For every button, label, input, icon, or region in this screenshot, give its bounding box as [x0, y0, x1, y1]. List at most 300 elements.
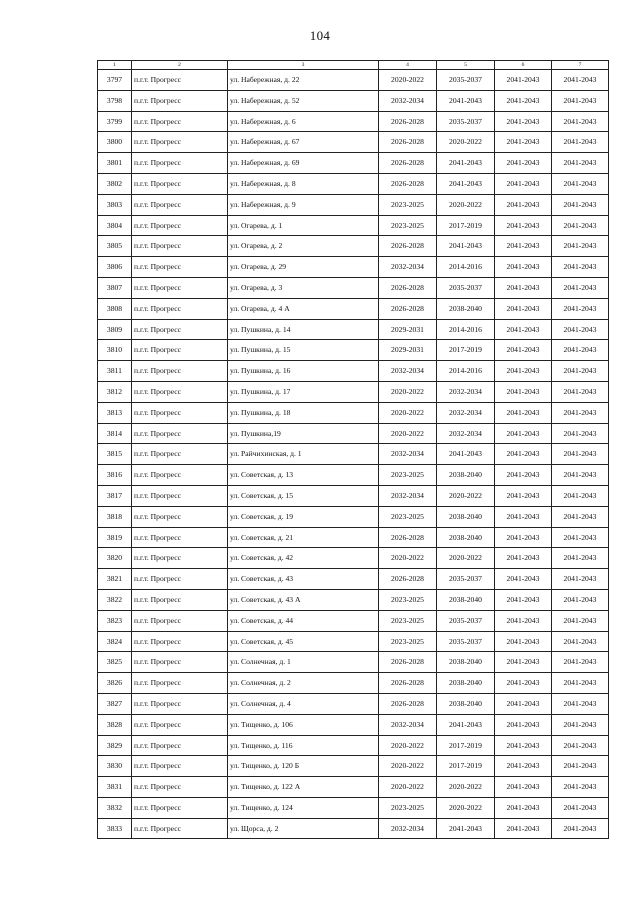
- table-row: [98, 173, 609, 194]
- locality-cell: п.г.т. Прогресс: [132, 402, 228, 423]
- locality-cell: п.г.т. Прогресс: [132, 319, 228, 340]
- period-cell: 2023-2025: [379, 215, 437, 236]
- locality-cell: п.г.т. Прогресс: [132, 257, 228, 278]
- period-cell: 2020-2022: [379, 777, 437, 798]
- locality-cell: п.г.т. Прогресс: [132, 153, 228, 174]
- row-number-cell: 3803: [98, 194, 132, 215]
- period-cell: 2041-2043: [495, 610, 552, 631]
- period-cell: 2023-2025: [379, 631, 437, 652]
- row-number-cell: 3821: [98, 569, 132, 590]
- table-row: [98, 631, 609, 652]
- row-number-cell: 3812: [98, 381, 132, 402]
- period-cell: 2041-2043: [552, 173, 609, 194]
- period-cell: 2026-2028: [379, 693, 437, 714]
- table-row: [98, 548, 609, 569]
- address-cell: ул. Пушкина, д. 18: [228, 402, 379, 423]
- period-cell: 2026-2028: [379, 527, 437, 548]
- period-cell: 2041-2043: [552, 589, 609, 610]
- address-cell: ул. Набережная, д. 22: [228, 70, 379, 91]
- period-cell: 2041-2043: [552, 70, 609, 91]
- row-number-cell: 3806: [98, 257, 132, 278]
- period-cell: 2020-2022: [379, 402, 437, 423]
- locality-cell: п.г.т. Прогресс: [132, 506, 228, 527]
- period-cell: 2041-2043: [495, 111, 552, 132]
- period-cell: 2041-2043: [495, 381, 552, 402]
- period-cell: 2026-2028: [379, 153, 437, 174]
- row-number-cell: 3816: [98, 465, 132, 486]
- table-row: [98, 714, 609, 735]
- period-cell: 2014-2016: [437, 319, 495, 340]
- address-cell: ул. Тищенко, д. 122 А: [228, 777, 379, 798]
- address-cell: ул. Щорса, д. 2: [228, 818, 379, 839]
- address-cell: ул. Набережная, д. 67: [228, 132, 379, 153]
- table-row: [98, 485, 609, 506]
- period-cell: 2023-2025: [379, 465, 437, 486]
- row-number-cell: 3807: [98, 277, 132, 298]
- header-row: [98, 61, 609, 70]
- table-row: [98, 797, 609, 818]
- period-cell: 2041-2043: [552, 548, 609, 569]
- locality-cell: п.г.т. Прогресс: [132, 797, 228, 818]
- page-number: 104: [309, 28, 331, 43]
- row-number-cell: 3817: [98, 485, 132, 506]
- address-cell: ул. Солнечная, д. 4: [228, 693, 379, 714]
- table-row: [98, 319, 609, 340]
- locality-cell: п.г.т. Прогресс: [132, 298, 228, 319]
- period-cell: 2041-2043: [552, 111, 609, 132]
- table-row: [98, 735, 609, 756]
- address-cell: ул. Солнечная, д. 2: [228, 673, 379, 694]
- row-number-cell: 3827: [98, 693, 132, 714]
- period-cell: 2041-2043: [552, 631, 609, 652]
- row-number-cell: 3800: [98, 132, 132, 153]
- period-cell: 2041-2043: [495, 465, 552, 486]
- period-cell: 2026-2028: [379, 132, 437, 153]
- period-cell: 2041-2043: [495, 70, 552, 91]
- period-cell: 2023-2025: [379, 610, 437, 631]
- address-cell: ул. Солнечная, д. 1: [228, 652, 379, 673]
- period-cell: 2041-2043: [552, 714, 609, 735]
- row-number-cell: 3824: [98, 631, 132, 652]
- column-header-1: 1: [98, 61, 132, 70]
- period-cell: 2035-2037: [437, 631, 495, 652]
- table-row: [98, 215, 609, 236]
- address-cell: ул. Огарева, д. 2: [228, 236, 379, 257]
- locality-cell: п.г.т. Прогресс: [132, 548, 228, 569]
- address-cell: ул. Советская, д. 21: [228, 527, 379, 548]
- period-cell: 2038-2040: [437, 465, 495, 486]
- address-cell: ул. Огарева, д. 4 А: [228, 298, 379, 319]
- locality-cell: п.г.т. Прогресс: [132, 527, 228, 548]
- period-cell: 2035-2037: [437, 569, 495, 590]
- period-cell: 2041-2043: [552, 527, 609, 548]
- address-cell: ул. Набережная, д. 9: [228, 194, 379, 215]
- period-cell: 2038-2040: [437, 693, 495, 714]
- period-cell: 2041-2043: [552, 361, 609, 382]
- period-cell: 2041-2043: [552, 818, 609, 839]
- period-cell: 2041-2043: [552, 444, 609, 465]
- period-cell: 2041-2043: [495, 236, 552, 257]
- period-cell: 2023-2025: [379, 797, 437, 818]
- period-cell: 2041-2043: [552, 215, 609, 236]
- period-cell: 2020-2022: [379, 423, 437, 444]
- table-header: [98, 61, 609, 70]
- period-cell: 2041-2043: [495, 215, 552, 236]
- period-cell: 2020-2022: [379, 548, 437, 569]
- locality-cell: п.г.т. Прогресс: [132, 693, 228, 714]
- locality-cell: п.г.т. Прогресс: [132, 735, 228, 756]
- locality-cell: п.г.т. Прогресс: [132, 90, 228, 111]
- address-cell: ул. Пушкина, д. 17: [228, 381, 379, 402]
- row-number-cell: 3802: [98, 173, 132, 194]
- period-cell: 2026-2028: [379, 569, 437, 590]
- period-cell: 2041-2043: [552, 277, 609, 298]
- period-cell: 2041-2043: [552, 402, 609, 423]
- table-row: [98, 589, 609, 610]
- period-cell: 2041-2043: [552, 693, 609, 714]
- period-cell: 2041-2043: [552, 90, 609, 111]
- period-cell: 2032-2034: [379, 818, 437, 839]
- locality-cell: п.г.т. Прогресс: [132, 444, 228, 465]
- period-cell: 2032-2034: [379, 257, 437, 278]
- period-cell: 2038-2040: [437, 673, 495, 694]
- period-cell: 2032-2034: [379, 714, 437, 735]
- locality-cell: п.г.т. Прогресс: [132, 340, 228, 361]
- table-row: [98, 423, 609, 444]
- address-cell: ул. Тищенко, д. 124: [228, 797, 379, 818]
- period-cell: 2026-2028: [379, 277, 437, 298]
- period-cell: 2041-2043: [552, 569, 609, 590]
- period-cell: 2041-2043: [495, 506, 552, 527]
- row-number-cell: 3801: [98, 153, 132, 174]
- period-cell: 2020-2022: [379, 381, 437, 402]
- column-header-3: 3: [228, 61, 379, 70]
- table-row: [98, 340, 609, 361]
- period-cell: 2026-2028: [379, 652, 437, 673]
- address-cell: ул. Советская, д. 43: [228, 569, 379, 590]
- period-cell: 2041-2043: [495, 298, 552, 319]
- period-cell: 2041-2043: [495, 402, 552, 423]
- row-number-cell: 3808: [98, 298, 132, 319]
- period-cell: 2020-2022: [437, 485, 495, 506]
- table-row: [98, 194, 609, 215]
- row-number-cell: 3822: [98, 589, 132, 610]
- period-cell: 2041-2043: [495, 277, 552, 298]
- row-number-cell: 3811: [98, 361, 132, 382]
- address-cell: ул. Набережная, д. 8: [228, 173, 379, 194]
- period-cell: 2041-2043: [552, 236, 609, 257]
- period-cell: 2032-2034: [379, 485, 437, 506]
- address-cell: ул. Советская, д. 19: [228, 506, 379, 527]
- period-cell: 2041-2043: [495, 569, 552, 590]
- address-cell: ул. Пушкина, д. 14: [228, 319, 379, 340]
- period-cell: 2041-2043: [495, 90, 552, 111]
- period-cell: 2041-2043: [552, 735, 609, 756]
- address-cell: ул. Райчихинская, д. 1: [228, 444, 379, 465]
- locality-cell: п.г.т. Прогресс: [132, 610, 228, 631]
- address-cell: ул. Набережная, д. 6: [228, 111, 379, 132]
- row-number-cell: 3814: [98, 423, 132, 444]
- period-cell: 2023-2025: [379, 506, 437, 527]
- period-cell: 2041-2043: [552, 756, 609, 777]
- locality-cell: п.г.т. Прогресс: [132, 423, 228, 444]
- period-cell: 2041-2043: [495, 527, 552, 548]
- period-cell: 2041-2043: [552, 257, 609, 278]
- row-number-cell: 3828: [98, 714, 132, 735]
- table-row: [98, 236, 609, 257]
- locality-cell: п.г.т. Прогресс: [132, 215, 228, 236]
- period-cell: 2032-2034: [379, 444, 437, 465]
- period-cell: 2041-2043: [552, 381, 609, 402]
- period-cell: 2041-2043: [495, 589, 552, 610]
- period-cell: 2035-2037: [437, 610, 495, 631]
- locality-cell: п.г.т. Прогресс: [132, 361, 228, 382]
- row-number-cell: 3820: [98, 548, 132, 569]
- period-cell: 2041-2043: [437, 90, 495, 111]
- table-row: [98, 444, 609, 465]
- period-cell: 2035-2037: [437, 111, 495, 132]
- period-cell: 2041-2043: [495, 340, 552, 361]
- period-cell: 2041-2043: [495, 714, 552, 735]
- table-row: [98, 90, 609, 111]
- table-row: [98, 402, 609, 423]
- period-cell: 2041-2043: [552, 465, 609, 486]
- address-cell: ул. Огарева, д. 1: [228, 215, 379, 236]
- locality-cell: п.г.т. Прогресс: [132, 714, 228, 735]
- table-row: [98, 381, 609, 402]
- row-number-cell: 3813: [98, 402, 132, 423]
- period-cell: 2041-2043: [437, 714, 495, 735]
- table-row: [98, 361, 609, 382]
- period-cell: 2041-2043: [495, 756, 552, 777]
- period-cell: 2041-2043: [495, 153, 552, 174]
- period-cell: 2041-2043: [552, 132, 609, 153]
- period-cell: 2041-2043: [495, 693, 552, 714]
- period-cell: 2041-2043: [437, 173, 495, 194]
- period-cell: 2041-2043: [437, 153, 495, 174]
- period-cell: 2041-2043: [495, 673, 552, 694]
- locality-cell: п.г.т. Прогресс: [132, 111, 228, 132]
- row-number-cell: 3833: [98, 818, 132, 839]
- period-cell: 2041-2043: [495, 194, 552, 215]
- locality-cell: п.г.т. Прогресс: [132, 569, 228, 590]
- period-cell: 2020-2022: [437, 777, 495, 798]
- period-cell: 2032-2034: [437, 402, 495, 423]
- table-row: [98, 298, 609, 319]
- period-cell: 2020-2022: [379, 756, 437, 777]
- period-cell: 2041-2043: [495, 818, 552, 839]
- address-cell: ул. Пушкина, д. 16: [228, 361, 379, 382]
- locality-cell: п.г.т. Прогресс: [132, 673, 228, 694]
- locality-cell: п.г.т. Прогресс: [132, 485, 228, 506]
- period-cell: 2041-2043: [437, 444, 495, 465]
- row-number-cell: 3826: [98, 673, 132, 694]
- period-cell: 2020-2022: [437, 194, 495, 215]
- period-cell: 2041-2043: [552, 797, 609, 818]
- address-cell: ул. Пушкина, д. 15: [228, 340, 379, 361]
- period-cell: 2014-2016: [437, 361, 495, 382]
- table-row: [98, 777, 609, 798]
- address-cell: ул. Тищенко, д. 116: [228, 735, 379, 756]
- row-number-cell: 3829: [98, 735, 132, 756]
- period-cell: 2038-2040: [437, 298, 495, 319]
- locality-cell: п.г.т. Прогресс: [132, 277, 228, 298]
- address-cell: ул. Советская, д. 15: [228, 485, 379, 506]
- period-cell: 2041-2043: [552, 340, 609, 361]
- period-cell: 2041-2043: [552, 319, 609, 340]
- table-row: [98, 673, 609, 694]
- row-number-cell: 3815: [98, 444, 132, 465]
- locality-cell: п.г.т. Прогресс: [132, 70, 228, 91]
- period-cell: 2041-2043: [495, 548, 552, 569]
- period-cell: 2041-2043: [552, 298, 609, 319]
- period-cell: 2041-2043: [495, 797, 552, 818]
- row-number-cell: 3809: [98, 319, 132, 340]
- column-header-2: 2: [132, 61, 228, 70]
- period-cell: 2020-2022: [437, 132, 495, 153]
- period-cell: 2035-2037: [437, 70, 495, 91]
- period-cell: 2032-2034: [379, 361, 437, 382]
- table-row: [98, 569, 609, 590]
- locality-cell: п.г.т. Прогресс: [132, 589, 228, 610]
- address-cell: ул. Огарева, д. 3: [228, 277, 379, 298]
- period-cell: 2023-2025: [379, 589, 437, 610]
- column-header-5: 5: [437, 61, 495, 70]
- address-cell: ул. Огарева, д. 29: [228, 257, 379, 278]
- period-cell: 2041-2043: [495, 361, 552, 382]
- period-cell: 2038-2040: [437, 527, 495, 548]
- table-row: [98, 111, 609, 132]
- row-number-cell: 3831: [98, 777, 132, 798]
- period-cell: 2038-2040: [437, 652, 495, 673]
- table-row: [98, 506, 609, 527]
- period-cell: 2041-2043: [552, 777, 609, 798]
- column-header-4: 4: [379, 61, 437, 70]
- period-cell: 2041-2043: [495, 485, 552, 506]
- period-cell: 2041-2043: [552, 194, 609, 215]
- period-cell: 2038-2040: [437, 589, 495, 610]
- address-cell: ул. Набережная, д. 52: [228, 90, 379, 111]
- period-cell: 2035-2037: [437, 277, 495, 298]
- locality-cell: п.г.т. Прогресс: [132, 777, 228, 798]
- address-cell: ул. Советская, д. 43 А: [228, 589, 379, 610]
- table-row: [98, 132, 609, 153]
- period-cell: 2029-2031: [379, 319, 437, 340]
- period-cell: 2017-2019: [437, 215, 495, 236]
- locality-cell: п.г.т. Прогресс: [132, 381, 228, 402]
- period-cell: 2041-2043: [552, 652, 609, 673]
- locality-cell: п.г.т. Прогресс: [132, 194, 228, 215]
- table-row: [98, 277, 609, 298]
- row-number-cell: 3799: [98, 111, 132, 132]
- row-number-cell: 3804: [98, 215, 132, 236]
- period-cell: 2041-2043: [495, 319, 552, 340]
- period-cell: 2041-2043: [552, 673, 609, 694]
- period-cell: 2041-2043: [552, 153, 609, 174]
- locality-cell: п.г.т. Прогресс: [132, 652, 228, 673]
- period-cell: 2041-2043: [552, 423, 609, 444]
- column-header-7: 7: [552, 61, 609, 70]
- row-number-cell: 3797: [98, 70, 132, 91]
- period-cell: 2041-2043: [552, 485, 609, 506]
- period-cell: 2041-2043: [495, 444, 552, 465]
- table-row: [98, 257, 609, 278]
- period-cell: 2038-2040: [437, 506, 495, 527]
- address-cell: ул. Советская, д. 13: [228, 465, 379, 486]
- locality-cell: п.г.т. Прогресс: [132, 465, 228, 486]
- row-number-cell: 3798: [98, 90, 132, 111]
- period-cell: 2041-2043: [495, 652, 552, 673]
- housing-schedule-table: [97, 60, 609, 839]
- table-row: [98, 527, 609, 548]
- period-cell: 2017-2019: [437, 340, 495, 361]
- column-header-6: 6: [495, 61, 552, 70]
- period-cell: 2032-2034: [437, 381, 495, 402]
- period-cell: 2041-2043: [495, 132, 552, 153]
- period-cell: 2020-2022: [379, 735, 437, 756]
- period-cell: 2020-2022: [437, 548, 495, 569]
- period-cell: 2041-2043: [437, 236, 495, 257]
- period-cell: 2041-2043: [552, 610, 609, 631]
- period-cell: 2032-2034: [379, 90, 437, 111]
- table-row: [98, 70, 609, 91]
- row-number-cell: 3823: [98, 610, 132, 631]
- locality-cell: п.г.т. Прогресс: [132, 631, 228, 652]
- table-row: [98, 465, 609, 486]
- table-row: [98, 652, 609, 673]
- address-cell: ул. Советская, д. 44: [228, 610, 379, 631]
- period-cell: 2041-2043: [495, 173, 552, 194]
- locality-cell: п.г.т. Прогресс: [132, 756, 228, 777]
- address-cell: ул. Советская, д. 45: [228, 631, 379, 652]
- row-number-cell: 3810: [98, 340, 132, 361]
- locality-cell: п.г.т. Прогресс: [132, 173, 228, 194]
- period-cell: 2023-2025: [379, 194, 437, 215]
- locality-cell: п.г.т. Прогресс: [132, 236, 228, 257]
- row-number-cell: 3819: [98, 527, 132, 548]
- period-cell: 2026-2028: [379, 236, 437, 257]
- table-row: [98, 153, 609, 174]
- locality-cell: п.г.т. Прогресс: [132, 132, 228, 153]
- address-cell: ул. Тищенко, д. 120 Б: [228, 756, 379, 777]
- table-body: [98, 70, 609, 839]
- period-cell: 2041-2043: [495, 423, 552, 444]
- period-cell: 2041-2043: [437, 818, 495, 839]
- period-cell: 2041-2043: [495, 735, 552, 756]
- row-number-cell: 3830: [98, 756, 132, 777]
- address-cell: ул. Набережная, д. 69: [228, 153, 379, 174]
- row-number-cell: 3805: [98, 236, 132, 257]
- row-number-cell: 3832: [98, 797, 132, 818]
- table-row: [98, 610, 609, 631]
- row-number-cell: 3825: [98, 652, 132, 673]
- table-row: [98, 818, 609, 839]
- table-row: [98, 756, 609, 777]
- period-cell: 2026-2028: [379, 173, 437, 194]
- table-row: [98, 693, 609, 714]
- address-cell: ул. Пушкина,19: [228, 423, 379, 444]
- period-cell: 2029-2031: [379, 340, 437, 361]
- address-cell: ул. Советская, д. 42: [228, 548, 379, 569]
- period-cell: 2014-2016: [437, 257, 495, 278]
- period-cell: 2041-2043: [495, 257, 552, 278]
- period-cell: 2020-2022: [437, 797, 495, 818]
- period-cell: 2020-2022: [379, 70, 437, 91]
- period-cell: 2041-2043: [495, 777, 552, 798]
- period-cell: 2017-2019: [437, 756, 495, 777]
- period-cell: 2041-2043: [495, 631, 552, 652]
- locality-cell: п.г.т. Прогресс: [132, 818, 228, 839]
